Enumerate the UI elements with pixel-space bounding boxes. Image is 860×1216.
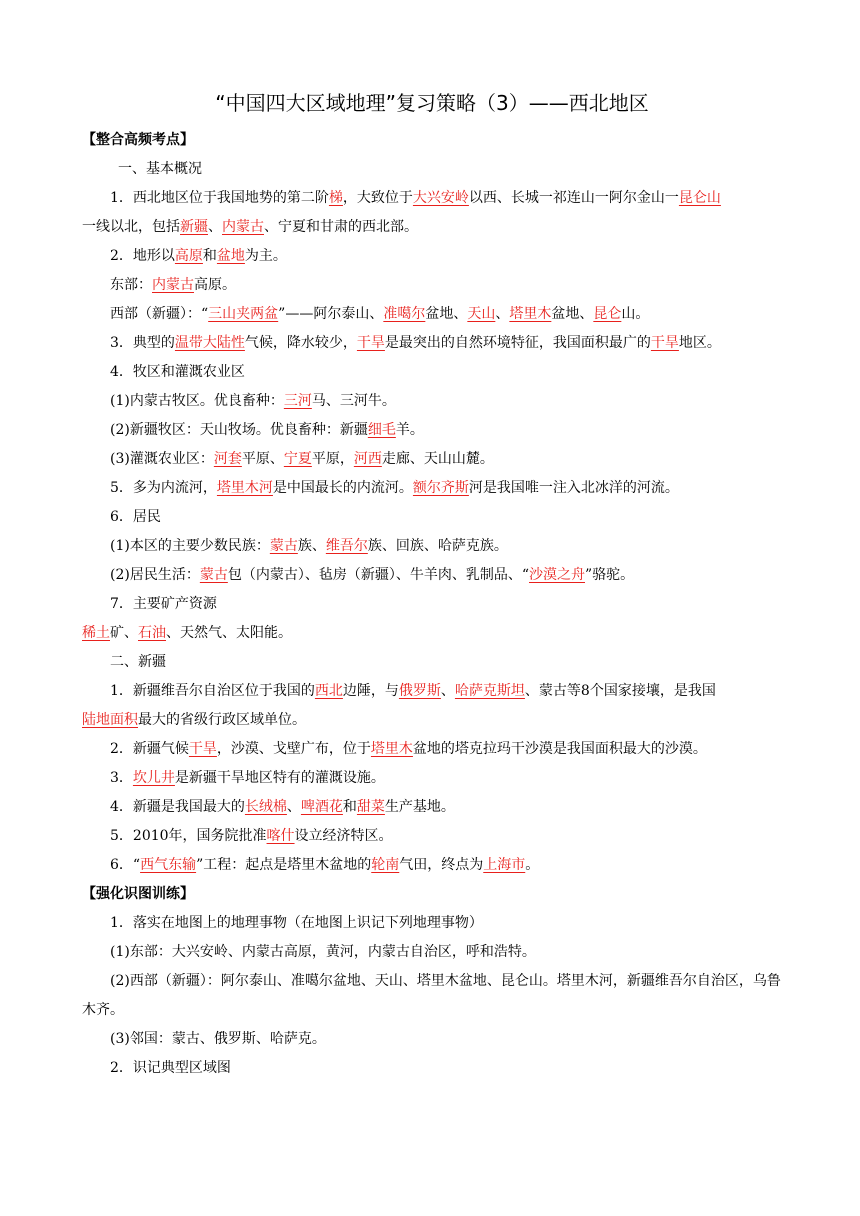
answer-blank: 宁夏 <box>283 451 312 467</box>
answer-blank: 温带大陆性 <box>174 335 245 351</box>
para-15: 稀土矿、石油、天然气、太阳能。 <box>82 625 292 641</box>
section-header-zhenghe: 【整合高频考点】 <box>82 132 194 148</box>
para-16-cont: 陆地面积最大的省级行政区域单位。 <box>82 712 306 728</box>
answer-blank: 陆地面积 <box>82 712 138 728</box>
para-20: 5．2010年，国务院批准喀什设立经济特区。 <box>110 828 393 844</box>
answer-blank: 准噶尔 <box>383 306 426 322</box>
para-19: 4．新疆是我国最大的长绒棉、啤酒花和甜菜生产基地。 <box>110 799 455 815</box>
para-1-cont: 一线以北，包括新疆、内蒙古、宁夏和甘肃的西北部。 <box>82 219 418 235</box>
answer-blank: 干旱 <box>188 741 217 757</box>
answer-blank: 上海市 <box>483 857 526 873</box>
answer-blank: 哈萨克斯坦 <box>454 683 525 699</box>
page-title: “中国四大区域地理”复习策略（3）——西北地区 <box>215 91 649 115</box>
para-21: 6．“西气东输”工程：起点是塔里木盆地的轮南气田，终点为上海市。 <box>110 857 540 873</box>
answer-blank: 额尔齐斯 <box>412 480 469 496</box>
section-header-qianghua: 【强化识图训练】 <box>82 886 194 902</box>
para-5: 3．典型的温带大陆性气候，降水较少，干旱是最突出的自然环境特征，我国面积最广的干旱地区。 <box>110 335 721 351</box>
para-18: 3．坎儿井是新疆干旱地区特有的灌溉设施。 <box>110 770 385 786</box>
answer-blank: 喀什 <box>266 828 295 844</box>
para-17: 2．新疆气候干旱，沙漠、戈壁广布，位于塔里木盆地的塔克拉玛干沙漠是我国面积最大的沙漠。 <box>110 741 707 757</box>
answer-blank: 三山夹两盆 <box>208 306 279 322</box>
answer-blank: 俄罗斯 <box>398 683 441 699</box>
answer-blank: 三河 <box>283 393 312 409</box>
answer-blank: 维吾尔 <box>325 538 368 554</box>
answer-blank: 大兴安岭 <box>412 190 469 206</box>
answer-blank: 内蒙古 <box>152 277 194 293</box>
answer-blank: 干旱 <box>650 335 679 351</box>
para-3: 东部：内蒙古高原。 <box>110 277 236 293</box>
para-1: 1．西北地区位于我国地势的第二阶梯，大致位于大兴安岭以西、长城一祁连山一阿尔金山一昆仑山 <box>110 190 721 206</box>
answer-blank: 甜菜 <box>356 799 385 815</box>
answer-blank: 盆地 <box>216 248 245 264</box>
answer-blank: 西北 <box>314 683 343 699</box>
answer-blank: 沙漠之舟 <box>529 567 585 583</box>
para-14: 7．主要矿产资源 <box>110 596 217 612</box>
answer-blank: 梯 <box>328 190 343 206</box>
para-2: 2．地形以高原和盆地为主。 <box>110 248 287 264</box>
answer-blank: 昆仑 <box>593 306 622 322</box>
answer-blank: 细毛 <box>367 422 396 438</box>
para-12: (1)本区的主要少数民族：蒙古族、维吾尔族、回族、哈萨克族。 <box>110 538 508 554</box>
answer-blank: 蒙古 <box>269 538 298 554</box>
para-4: 西部（新疆）：“三山夹两盆”——阿尔泰山、准噶尔盆地、天山、塔里木盆地、昆仑山。 <box>110 306 650 322</box>
answer-blank: 坎儿井 <box>132 770 175 786</box>
answer-blank: 稀土 <box>82 625 110 641</box>
subsection-basic-overview: 一、基本概况 <box>118 161 202 177</box>
answer-blank: 石油 <box>138 625 166 641</box>
para-23: (1)东部：大兴安岭、内蒙古高原，黄河，内蒙古自治区，呼和浩特。 <box>110 944 536 960</box>
answer-blank: 河西 <box>353 451 382 467</box>
answer-blank: 轮南 <box>371 857 400 873</box>
para-9: (3)灌溉农业区：河套平原、宁夏平原，河西走廊、天山山麓。 <box>110 451 494 467</box>
para-26: 2．识记典型区域图 <box>110 1060 231 1076</box>
para-11: 6．居民 <box>110 509 161 525</box>
answer-blank: 新疆 <box>180 219 208 235</box>
answer-blank: 塔里木河 <box>216 480 273 496</box>
answer-blank: 长绒棉 <box>244 799 287 815</box>
para-24: (2)西部（新疆）：阿尔泰山、准噶尔盆地、天山、塔里木盆地、昆仑山。塔里木河，新疆维吾尔自治区，乌鲁木齐。 <box>82 973 781 1018</box>
para-16: 1．新疆维吾尔自治区位于我国的西北边陲，与俄罗斯、哈萨克斯坦、蒙古等8个国家接壤，是我国 <box>110 683 716 699</box>
para-22: 1．落实在地图上的地理事物（在地图上识记下列地理事物） <box>110 915 483 931</box>
answer-blank: 干旱 <box>356 335 385 351</box>
para-6: 4．牧区和灌溉农业区 <box>110 364 245 380</box>
answer-blank: 西气东输 <box>140 857 197 873</box>
answer-blank: 塔里木 <box>370 741 413 757</box>
para-13: (2)居民生活：蒙古包（内蒙古）、毡房（新疆）、牛羊肉、乳制品、“沙漠之舟”骆驼。 <box>110 567 635 583</box>
para-8: (2)新疆牧区：天山牧场。优良畜种：新疆细毛羊。 <box>110 422 424 438</box>
para-7: (1)内蒙古牧区。优良畜种：三河马、三河牛。 <box>110 393 396 409</box>
answer-blank: 内蒙古 <box>222 219 264 235</box>
answer-blank: 蒙古 <box>199 567 228 583</box>
answer-blank: 啤酒花 <box>300 799 343 815</box>
answer-blank: 昆仑山 <box>678 190 721 206</box>
answer-blank: 塔里木 <box>509 306 552 322</box>
para-10: 5．多为内流河，塔里木河是中国最长的内流河。额尔齐斯河是我国唯一注入北冰洋的河流。 <box>110 480 679 496</box>
answer-blank: 高原 <box>174 248 203 264</box>
subsection-xinjiang: 二、新疆 <box>110 654 166 670</box>
answer-blank: 河套 <box>213 451 242 467</box>
answer-blank: 天山 <box>467 306 496 322</box>
para-25: (3)邻国：蒙古、俄罗斯、哈萨克。 <box>110 1031 326 1047</box>
